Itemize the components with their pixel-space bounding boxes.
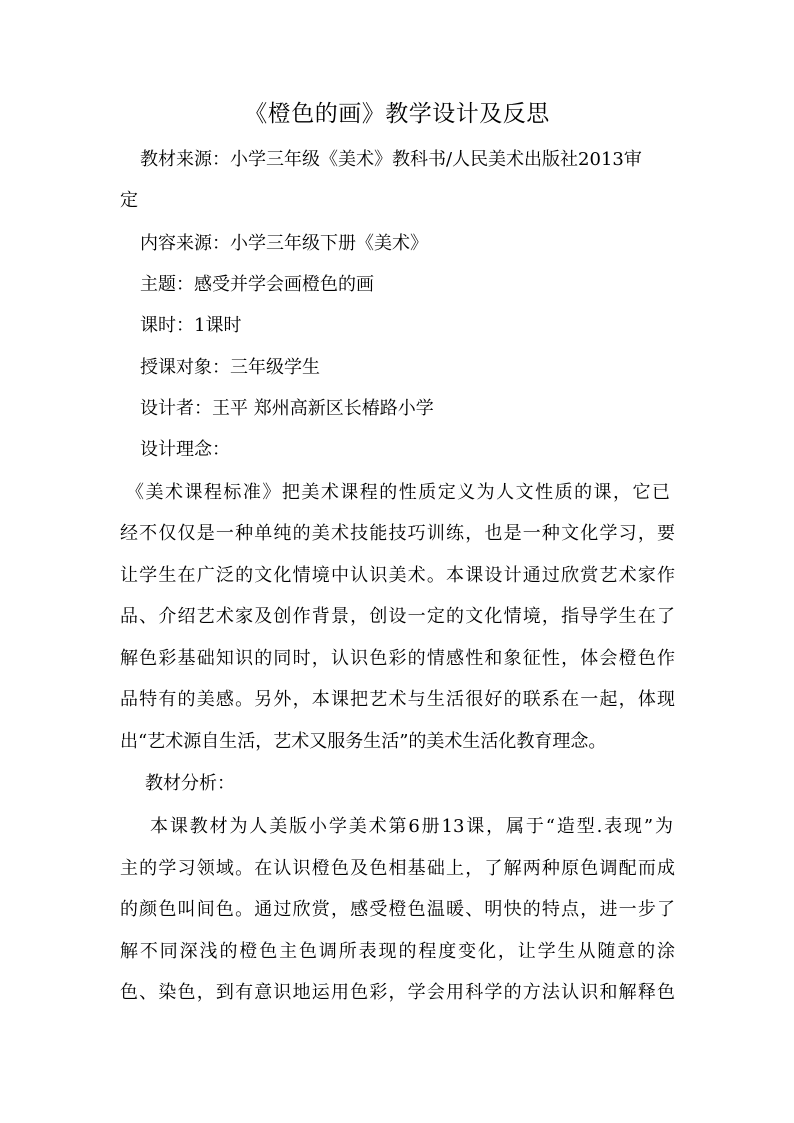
concept-paragraph-line: 出“艺术源自生活，艺术又服务生活”的美术生活化教育理念。 [120, 731, 607, 752]
designer-line: 设计者：王平 郑州高新区长椿路小学 [140, 398, 434, 419]
concept-paragraph-line: 《美术课程标准》把美术课程的性质定义为人文性质的课，它已 [126, 482, 670, 503]
source-line: 教材来源：小学三年级《美术》教科书/人民美术出版社2013审 [140, 149, 642, 170]
concept-paragraph-line: 让学生在广泛的文化情境中认识美术。本课设计通过欣赏艺术家作 [120, 565, 675, 586]
theme-line: 主题：感受并学会画橙色的画 [140, 274, 374, 295]
concept-paragraph-line: 经不仅仅是一种单纯的美术技能技巧训练，也是一种文化学习，要 [120, 523, 675, 544]
analysis-paragraph-line: 解不同深浅的橙色主色调所表现的程度变化，让学生从随意的涂 [120, 941, 675, 962]
concept-paragraph-line: 品特有的美感。另外，本课把艺术与生活很好的联系在一起，体现 [120, 689, 675, 710]
analysis-heading: 教材分析： [145, 773, 235, 794]
analysis-paragraph-line: 的颜色叫间色。通过欣赏，感受橙色温暖、明快的特点，进一步了 [120, 899, 675, 920]
concept-paragraph-line: 品、介绍艺术家及创作背景，创设一定的文化情境，指导学生在了 [120, 606, 675, 627]
concept-heading: 设计理念： [140, 439, 230, 460]
concept-paragraph-line: 解色彩基础知识的同时，认识色彩的情感性和象征性，体会橙色作 [120, 648, 675, 669]
analysis-paragraph-line: 色、染色，到有意识地运用色彩，学会用科学的方法认识和解释色 [120, 982, 675, 1003]
hours-line: 课时：1课时 [140, 315, 242, 336]
source-line-continued: 定 [120, 190, 138, 211]
document-title: 《橙色的画》教学设计及反思 [244, 101, 550, 127]
analysis-paragraph-line: 主的学习领域。在认识橙色及色相基础上，了解两种原色调配而成 [120, 858, 675, 879]
content-source-line: 内容来源：小学三年级下册《美术》 [140, 233, 428, 254]
analysis-paragraph-line: 本课教材为人美版小学美术第6册13课，属于“造型.表现”为 [150, 816, 673, 837]
audience-line: 授课对象：三年级学生 [140, 357, 320, 378]
